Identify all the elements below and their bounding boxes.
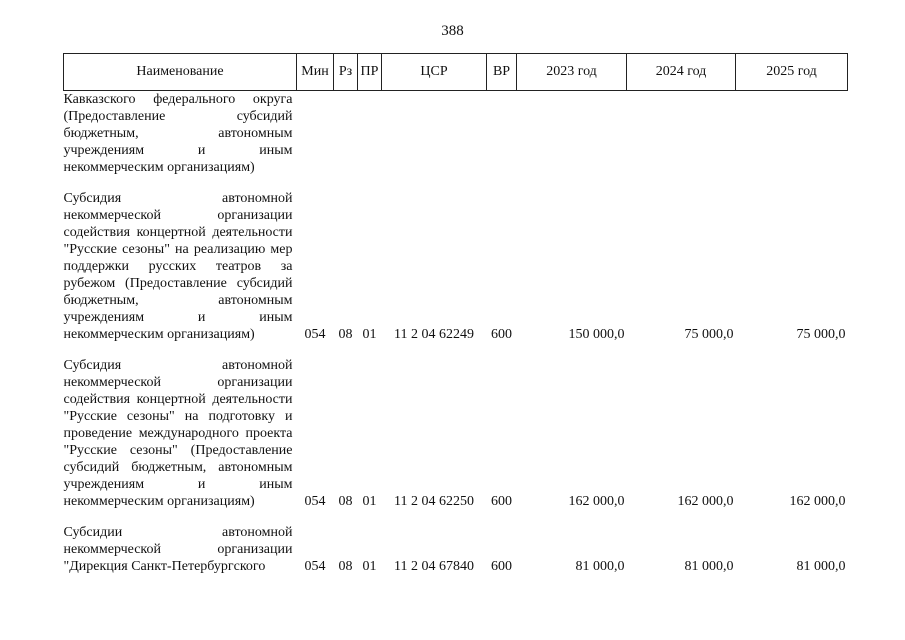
row-pr: 01 [362,327,377,342]
header-min: Мин [297,54,334,91]
header-rz: Рз [334,54,358,91]
row-vr: 600 [491,559,512,574]
row-2025: 81 000,0 [796,559,846,574]
row-vr: 600 [491,494,512,509]
table-header-row [64,54,848,91]
row-2023: 162 000,0 [568,494,625,509]
header-2023: 2023 год [517,54,627,91]
row-name: Субсидии автономной некоммерческой организации "Дирекция Санкт-Петербургского [63,525,293,574]
row-pr: 01 [362,494,377,509]
header-pr: ПР [358,54,382,91]
row-pr [358,91,382,191]
row-min: 054 [304,327,326,342]
header-2025: 2025 год [736,54,848,91]
table-row [64,357,848,524]
row-rz: 08 [338,494,353,509]
row-name: Кавказского федерального округа (Предоставление субсидий бюджетным, автономным учреждениям и иным некоммерческим организациям) [63,92,293,175]
table-row [64,190,848,357]
row-min: 054 [304,559,326,574]
row-2023 [517,91,627,191]
row-min [297,91,334,191]
row-name: Субсидия автономной некоммерческой организации содействия концертной деятельности "Русские сезоны" на подготовку и проведение международного проекта "Русские сезоны" (Предоставление субсидий бюджетным, автономным учреждениям и иным некоммерческим организациям) [63,358,293,509]
row-csr: 11 2 04 62250 [394,494,474,509]
row-2025: 162 000,0 [789,494,846,509]
row-pr: 01 [362,559,377,574]
row-2024: 81 000,0 [684,559,734,574]
row-2025: 75 000,0 [796,327,846,342]
row-2024 [627,91,736,191]
page-number: 388 [441,23,464,39]
row-csr [382,91,487,191]
header-csr: ЦСР [382,54,487,91]
header-2024: 2024 год [627,54,736,91]
row-rz [334,91,358,191]
row-rz: 08 [338,327,353,342]
budget-table [63,53,848,575]
row-vr [487,91,517,191]
header-name: Наименование [64,54,297,91]
row-csr: 11 2 04 67840 [394,559,474,574]
row-vr: 600 [491,327,512,342]
row-2023: 81 000,0 [575,559,625,574]
row-name: Субсидия автономной некоммерческой организации содействия концертной деятельности "Русские сезоны" на реализацию мер поддержки русских театров за рубежом (Предоставление субсидий бюджетным, автономным учреждениям и иным некоммерческим организациям) [63,191,293,342]
header-vr: ВР [487,54,517,91]
row-rz: 08 [338,559,353,574]
row-2023: 150 000,0 [568,327,625,342]
row-2024: 75 000,0 [684,327,734,342]
row-csr: 11 2 04 62249 [394,327,474,342]
table-row [64,91,848,191]
row-min: 054 [304,494,326,509]
table-row [64,524,848,575]
row-2025 [736,91,848,191]
row-2024: 162 000,0 [677,494,734,509]
